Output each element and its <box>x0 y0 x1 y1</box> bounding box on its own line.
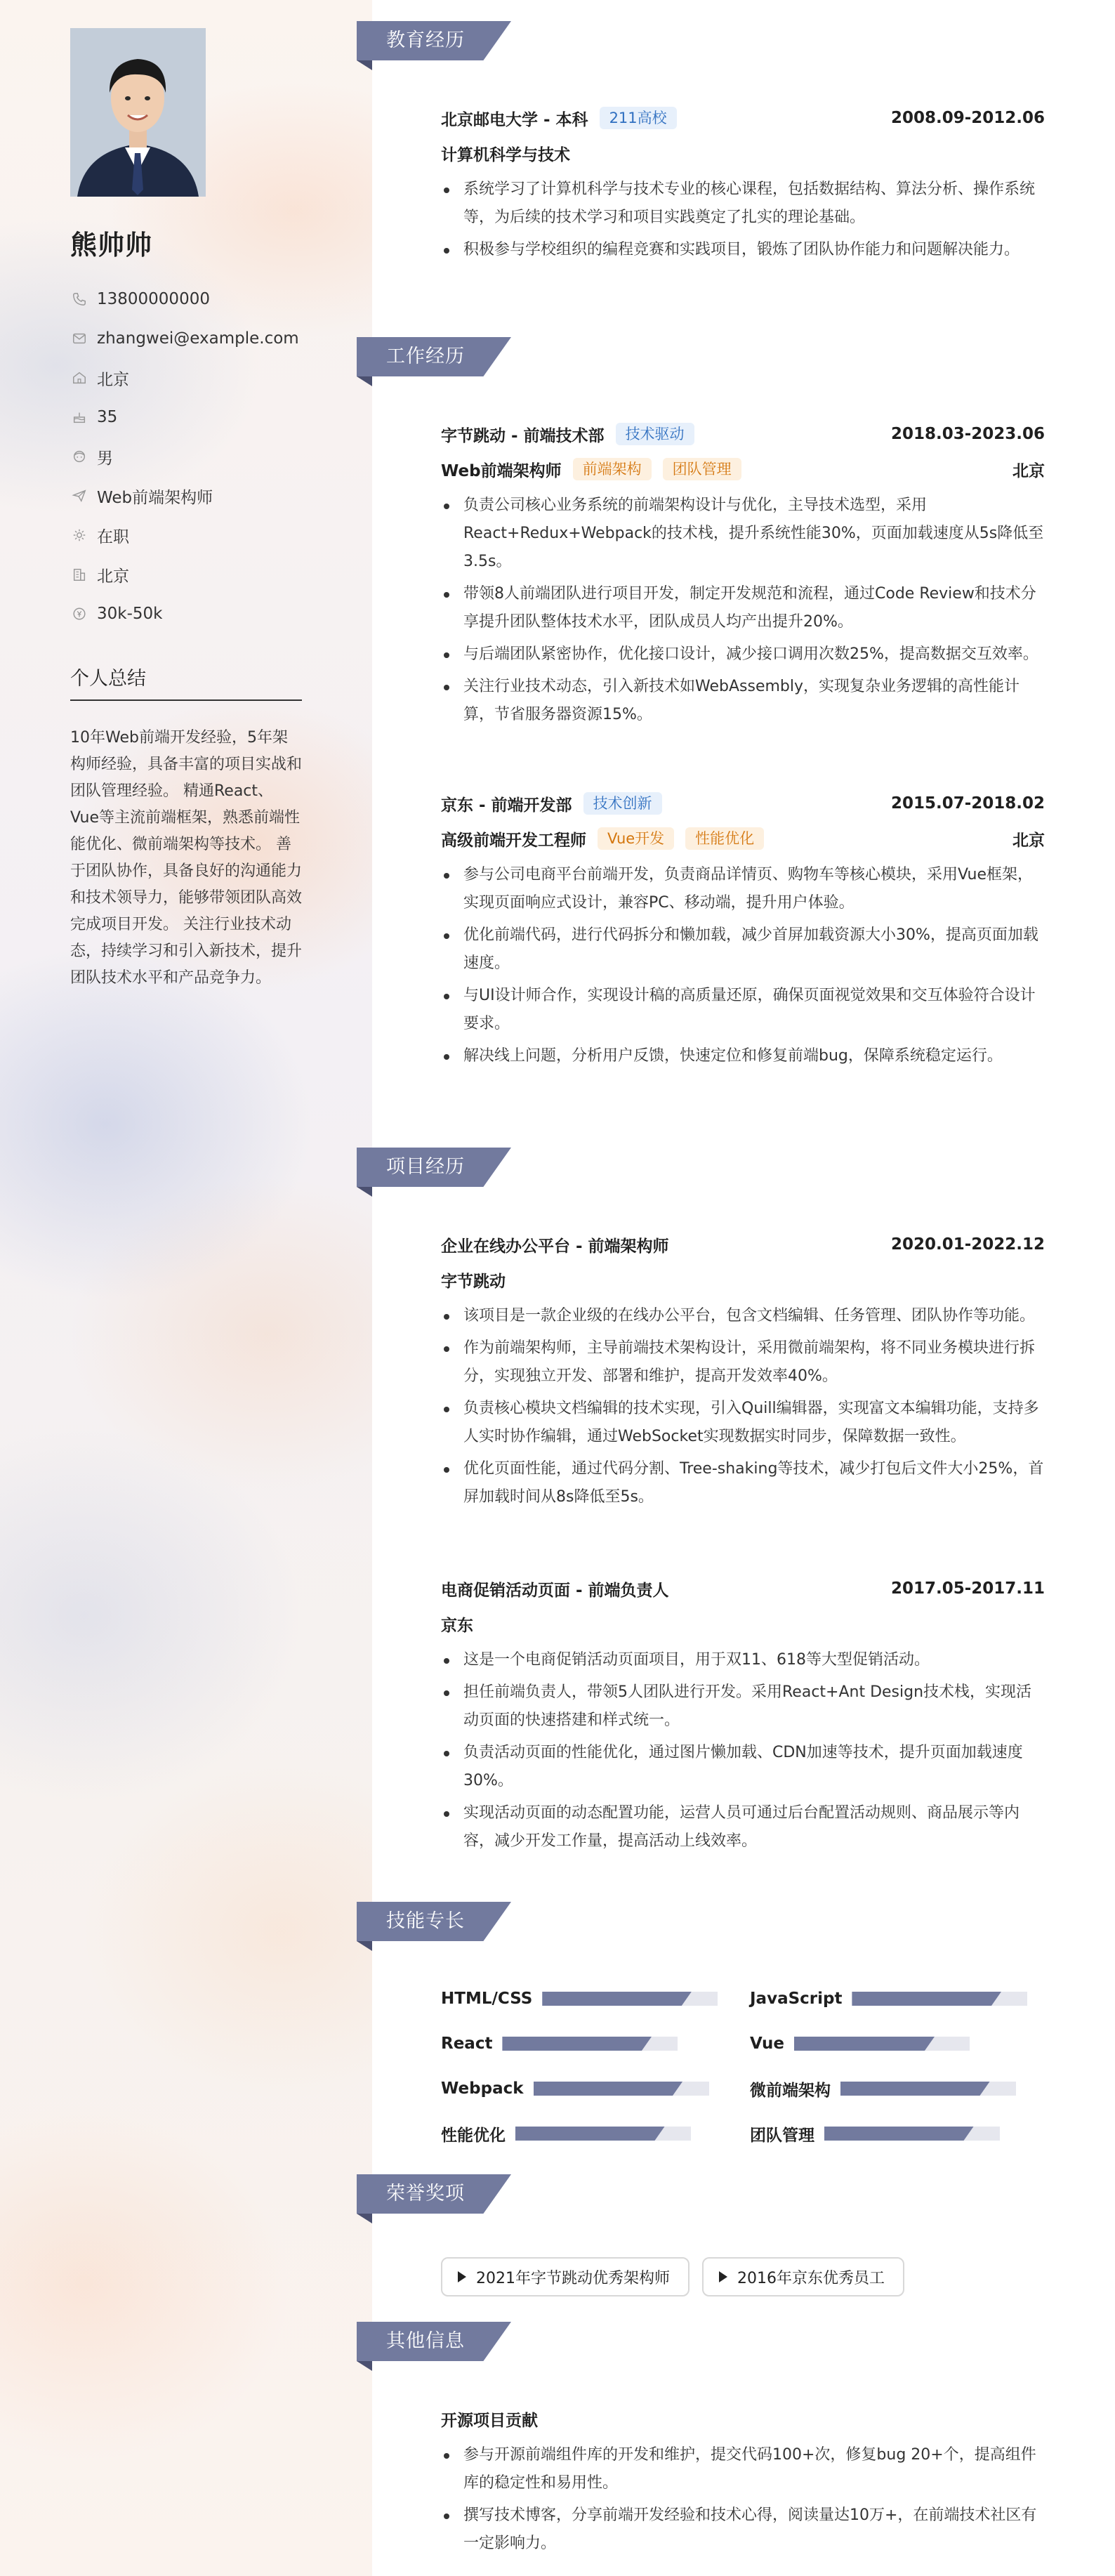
company-name: 京东 - 前端开发部 <box>441 796 572 815</box>
company-name: 字节跳动 - 前端技术部 <box>441 426 605 445</box>
salary-text: 30k-50k <box>97 605 163 623</box>
skill-item <box>441 1985 718 2013</box>
city-text: 北京 <box>97 567 129 586</box>
phone-icon <box>70 290 88 308</box>
skill-item <box>750 2075 1016 2103</box>
honor-text: 2021年字节跳动优秀架构师 <box>476 2269 670 2287</box>
project-title: 企业在线办公平台 - 前端架构师 <box>441 1237 669 1256</box>
education-entry <box>441 104 1045 268</box>
skill-name: JavaScript <box>750 1990 843 2008</box>
project-date: 2017.05-2017.11 <box>890 1579 1045 1598</box>
info-salary <box>70 594 299 633</box>
play-triangle-icon <box>458 2271 466 2282</box>
skill-item <box>750 2120 1000 2148</box>
play-triangle-icon <box>719 2271 727 2282</box>
skill-bar <box>824 2127 1000 2141</box>
info-status <box>70 515 299 555</box>
project-org: 京东 <box>441 1616 473 1635</box>
location-text: 北京 <box>97 370 129 389</box>
list-item: 与后端团队紧密协作，优化接口设计，减少接口调用次数25%，提高数据交互效率。 <box>441 640 1045 669</box>
list-item: 负责活动页面的性能优化，通过图片懒加载、CDN加速等技术，提升页面加载速度30%。 <box>441 1739 1045 1795</box>
skill-name: Vue <box>750 2035 784 2053</box>
section-title: 工作经历 <box>386 346 465 367</box>
list-item: 这是一个电商促销活动页面项目，用于双11、618等大型促销活动。 <box>441 1646 1045 1674</box>
list-item: 担任前端负责人，带领5人团队进行开发。采用React+Ant Design技术栈，实现活动页面的快速搭建和样式统一。 <box>441 1678 1045 1735</box>
project-bullets <box>441 1646 1045 1855</box>
list-item: 负责核心模块文档编辑的技术实现，引入Quill编辑器，实现富文本编辑功能，支持多人实时协作编辑，通过WebSocket实现数据实时同步，保障数据一致性。 <box>441 1395 1045 1451</box>
work-city: 北京 <box>1012 461 1045 480</box>
work-date: 2015.07-2018.02 <box>890 794 1045 813</box>
role-tag: 性能优化 <box>685 827 764 850</box>
section-title: 荣誉奖项 <box>386 2183 465 2204</box>
info-position <box>70 476 299 515</box>
others-entry <box>441 2405 1045 2562</box>
role-tag: 前端架构 <box>573 458 652 480</box>
skill-name: 团队管理 <box>750 2126 814 2145</box>
work-date: 2018.03-2023.06 <box>890 425 1045 443</box>
list-item: 与UI设计师合作，实现设计稿的高质量还原，确保页面视觉效果和交互体验符合设计要求。 <box>441 982 1045 1038</box>
others-title: 开源项目贡献 <box>441 2411 538 2430</box>
project-entry-2 <box>441 1575 1045 1860</box>
summary-divider <box>70 699 302 701</box>
work-entry-1 <box>441 420 1045 733</box>
section-header-skills <box>357 1902 518 1947</box>
skill-bar-fill <box>840 2082 990 2096</box>
gender-text: 男 <box>97 449 113 468</box>
job-role: 高级前端开发工程师 <box>441 831 586 850</box>
education-date: 2008.09-2012.06 <box>890 109 1045 127</box>
section-title: 项目经历 <box>386 1156 465 1178</box>
skill-name: 性能优化 <box>441 2126 506 2145</box>
skill-bar <box>534 2082 709 2096</box>
skill-name: 微前端架构 <box>750 2081 831 2100</box>
skill-name: Webpack <box>441 2079 524 2098</box>
list-item: 撰写技术博客，分享前端开发经验和技术心得，阅读量达10万+，在前端技术社区有一定影响力。 <box>441 2502 1045 2558</box>
info-gender <box>70 437 299 476</box>
status-text: 在职 <box>97 527 129 546</box>
project-org: 字节跳动 <box>441 1272 506 1291</box>
skill-bar <box>840 2082 1016 2096</box>
skill-item <box>750 2030 970 2058</box>
list-item: 该项目是一款企业级的在线办公平台，包含文档编辑、任务管理、团队协作等功能。 <box>441 1302 1045 1330</box>
main-content <box>372 0 1115 2576</box>
email-icon <box>70 329 88 348</box>
sidebar <box>0 0 372 2576</box>
section-title: 教育经历 <box>386 29 465 51</box>
work-entry-2 <box>441 789 1045 1075</box>
project-title: 电商促销活动页面 - 前端负责人 <box>441 1581 669 1600</box>
project-date: 2020.01-2022.12 <box>890 1235 1045 1254</box>
company-tag: 技术驱动 <box>616 423 694 445</box>
skill-item <box>441 2030 678 2058</box>
skill-item <box>750 1985 1027 2013</box>
education-major: 计算机科学与技术 <box>441 145 570 164</box>
skill-name: HTML/CSS <box>441 1990 533 2008</box>
age-icon <box>70 408 88 426</box>
skill-bar-fill <box>794 2037 935 2051</box>
info-age <box>70 397 299 437</box>
info-location <box>70 358 299 397</box>
role-tag: Vue开发 <box>598 827 674 850</box>
skill-bar <box>794 2037 970 2051</box>
skill-bar-fill <box>852 1992 1001 2006</box>
list-item: 优化页面性能，通过代码分割、Tree-shaking等技术，减少打包后文件大小25%，首屏加载时间从8s降低至5s。 <box>441 1455 1045 1511</box>
project-entry-1 <box>441 1230 1045 1516</box>
list-item: 参与公司电商平台前端开发，负责商品详情页、购物车等核心模块，采用Vue框架，实现页面响应式设计，兼容PC、移动端，提升用户体验。 <box>441 861 1045 917</box>
skill-bar-fill <box>502 2037 652 2051</box>
info-phone <box>70 280 299 319</box>
work-bullets <box>441 492 1045 729</box>
list-item: 负责公司核心业务系统的前端架构设计与优化，主导技术选型，采用React+Redux+Webpack的技术栈，提升系统性能30%，页面加载速度从5s降低至3.5s。 <box>441 492 1045 576</box>
section-title: 其他信息 <box>386 2330 465 2352</box>
skill-bar-fill <box>534 2082 683 2096</box>
job-role: Web前端架构师 <box>441 461 562 480</box>
home-icon <box>70 369 88 387</box>
contact-info-list <box>70 280 299 633</box>
phone-text: 13800000000 <box>97 290 210 308</box>
list-item: 带领8人前端团队进行项目开发，制定开发规范和流程，通过Code Review和技术分享提升团队整体技术水平，团队成员人均产出提升20%。 <box>441 580 1045 636</box>
email-text: zhangwei@example.com <box>97 329 299 348</box>
gender-icon <box>70 447 88 466</box>
summary-text: 10年Web前端开发经验，5年架构师经验，具备丰富的项目实战和团队管理经验。 精通React、Vue等主流前端框架，熟悉前端性能优化、微前端架构等技术。 善于团队协作，具备良好的沟通能力和技术领导力，能够带领团队高效完成项目开发。 关注行业技术动态，持续学习和引入新技术，提升团队技术水平和产品竞争力。 <box>70 729 303 987</box>
others-bullets <box>441 2441 1045 2558</box>
skills-grid <box>441 1985 1059 2167</box>
info-email <box>70 319 299 358</box>
position-text: Web前端架构师 <box>97 488 213 507</box>
skill-bar-fill <box>542 1992 692 2006</box>
company-tag: 技术创新 <box>583 792 662 815</box>
section-header-education <box>357 21 518 66</box>
skill-bar-fill <box>824 2127 974 2141</box>
section-header-work <box>357 337 518 382</box>
age-text: 35 <box>97 408 118 426</box>
skill-bar-fill <box>515 2127 665 2141</box>
project-bullets <box>441 1302 1045 1511</box>
skill-item <box>441 2120 691 2148</box>
skill-bar <box>542 1992 718 2006</box>
honor-badge <box>702 2257 904 2296</box>
status-gear-icon <box>70 526 88 544</box>
honor-badge <box>441 2257 690 2296</box>
skill-bar <box>502 2037 678 2051</box>
list-item: 系统学习了计算机科学与技术专业的核心课程，包括数据结构、算法分析、操作系统等，为后续的技术学习和项目实践奠定了扎实的理论基础。 <box>441 176 1045 232</box>
skill-bar <box>852 1992 1027 2006</box>
skill-item <box>441 2075 709 2103</box>
send-icon <box>70 487 88 505</box>
section-header-honors <box>357 2174 518 2219</box>
avatar-portrait-icon <box>70 28 206 197</box>
list-item: 关注行业技术动态，引入新技术如WebAssembly，实现复杂业务逻辑的高性能计算，节省服务器资源15%。 <box>441 673 1045 729</box>
list-item: 作为前端架构师，主导前端技术架构设计，采用微前端架构，将不同业务模块进行拆分，实现独立开发、部署和维护，提高开发效率40%。 <box>441 1334 1045 1391</box>
skill-bar <box>515 2127 691 2141</box>
work-bullets <box>441 861 1045 1070</box>
education-bullets <box>441 176 1045 264</box>
profile-name: 熊帅帅 <box>70 230 153 261</box>
list-item: 实现活动页面的动态配置功能，运营人员可通过后台配置活动规则、商品展示等内容，减少开发工作量，提高活动上线效率。 <box>441 1799 1045 1855</box>
summary-title: 个人总结 <box>70 668 146 690</box>
list-item: 解决线上问题，分析用户反馈，快速定位和修复前端bug，保障系统稳定运行。 <box>441 1042 1045 1070</box>
building-icon <box>70 565 88 584</box>
section-header-others <box>357 2322 518 2367</box>
honors-list <box>441 2257 904 2296</box>
honor-text: 2016年京东优秀员工 <box>737 2269 885 2287</box>
section-header-projects <box>357 1148 518 1192</box>
salary-icon <box>70 605 88 623</box>
list-item: 参与开源前端组件库的开发和维护，提交代码100+次，修复bug 20+个，提高组件库的稳定性和易用性。 <box>441 2441 1045 2497</box>
school-name: 北京邮电大学 - 本科 <box>441 110 588 129</box>
role-tag: 团队管理 <box>663 458 741 480</box>
skill-name: React <box>441 2035 493 2053</box>
info-city <box>70 555 299 594</box>
school-tag: 211高校 <box>600 107 677 129</box>
list-item: 优化前端代码，进行代码拆分和懒加载，减少首屏加载资源大小30%，提高页面加载速度。 <box>441 921 1045 978</box>
section-title: 技能专长 <box>386 1910 465 1932</box>
work-city: 北京 <box>1012 831 1045 850</box>
list-item: 积极参与学校组织的编程竞赛和实践项目，锻炼了团队协作能力和问题解决能力。 <box>441 236 1045 264</box>
avatar <box>70 28 206 197</box>
